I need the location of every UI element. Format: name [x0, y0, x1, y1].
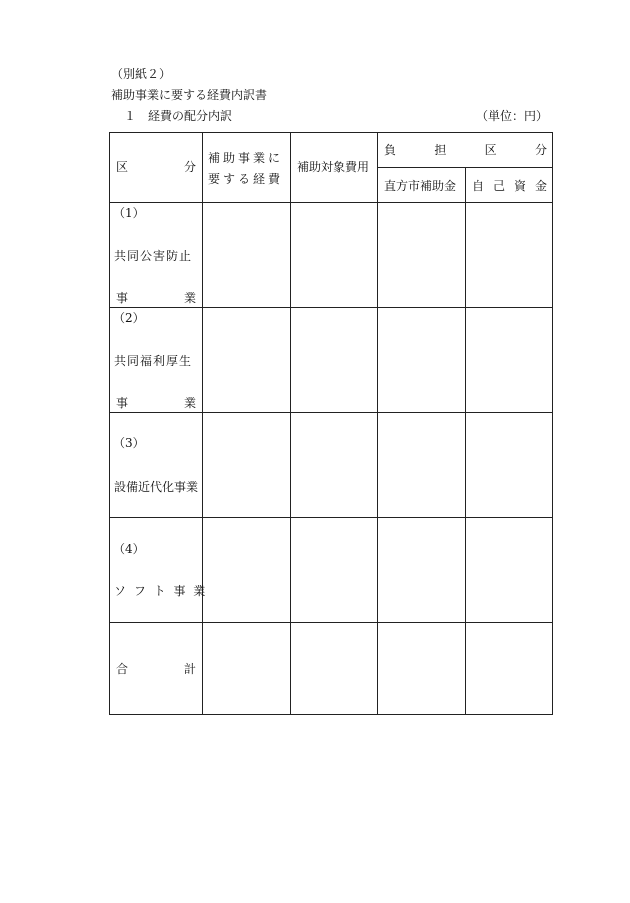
- unit-label: （単位：円）: [476, 109, 549, 123]
- row1-suffix: 事 業: [116, 291, 196, 305]
- col-header-burden: 負 担 区 分: [384, 143, 547, 157]
- col-header-required-line1: 補助事業に: [208, 151, 284, 165]
- col-header-required-line2: 要する経費: [208, 172, 284, 186]
- row2-suffix: 事 業: [116, 396, 196, 410]
- row4-name: ソ フ ト 事 業: [114, 584, 208, 598]
- col-header-eligible: 補助対象費用: [297, 160, 370, 174]
- attachment-label: （別紙２）: [111, 67, 172, 81]
- row1-number: （1）: [113, 206, 145, 220]
- total-label: 合 計: [116, 662, 196, 676]
- col-header-own-funds: 自 己 資 金: [472, 179, 547, 193]
- row1-name: 共同公害防止: [114, 249, 193, 263]
- row2-number: （2）: [113, 311, 145, 325]
- row3-number: （3）: [113, 436, 145, 450]
- section-heading: １ 経費の配分内訳: [124, 109, 233, 123]
- col-header-category: 区 分: [116, 160, 196, 174]
- col-header-subsidy: 直方市補助金: [384, 179, 457, 193]
- row4-number: （4）: [113, 542, 145, 556]
- row2-name: 共同福利厚生: [114, 354, 193, 368]
- row3-name: 設備近代化事業: [114, 480, 199, 494]
- document-title: 補助事業に要する経費内訳書: [111, 88, 268, 102]
